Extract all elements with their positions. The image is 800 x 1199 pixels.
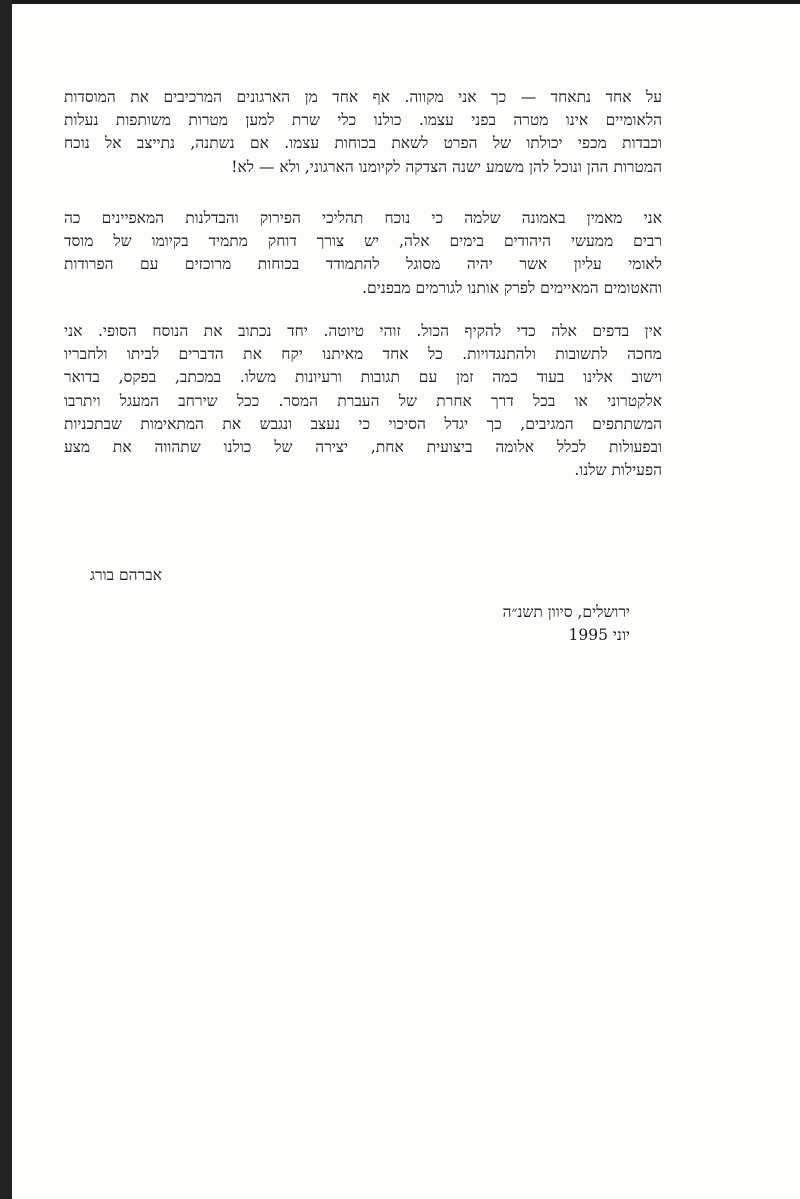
paragraph-line: וישוב אלינו בעוד כמה זמן עם תגובות ורעיונות משלו. במכתב, בפקס, בדואר	[64, 368, 662, 387]
paragraph-line: והאטומים המאיימים לפרק אותנו לגורמים מבפנים.	[362, 278, 662, 297]
paragraph-line: אלקטרוני או בכל דרך אחרת של העברת המסר. ככל שירחב המעגל ויתרבו	[64, 391, 662, 410]
paragraph-2	[64, 207, 662, 300]
scan-edge	[0, 0, 12, 1199]
paragraph-line: ובפעולות לכלל אלומה ביצועית אחת, יצירה של כולנו שתהווה את מצע	[64, 437, 662, 456]
paragraph-line: אני מאמין באמונה שלמה כי נוכח תהליכי הפירוק והבדלנות המאפיינים כה	[64, 209, 662, 227]
paragraph-3	[64, 320, 662, 482]
paragraph-line: המטרות ההן ונוכל להן משמע ישנה הצדקה לקיומנו הארגוני, ולא — לא!	[231, 157, 662, 176]
paragraph-line: רבים ממעשי היהודים בימים אלה, יש צורך דוחק מתמיד בקיומו של מוסד	[64, 232, 662, 251]
paragraph-line: לאומי עליון אשר יהיה מסוגל להתמודד בכוחות מרוכזים עם הפרודות	[64, 255, 662, 274]
place-hebrew-date: ירושלים, סיוון תשנ״ה	[502, 603, 630, 621]
paragraph-line: וכבדות מכפי יכולתו של הפרט לשאת בכוחות עצמו. אם נשתנה, נתייצב אל נוכח	[64, 134, 662, 153]
paragraph-line: מחכה לתשובות ולהתנגדויות. כל אחד מאיתנו יקח את הדברים לביתו ולחבריו	[64, 345, 662, 364]
place-date-block	[503, 601, 630, 647]
paragraph-line: אין בדפים אלה כדי להקיף הכול. זוהי טיוטה. יחד נכתוב את הנוסח הסופי. אני	[64, 322, 662, 340]
paragraph-line: המשתתפים המגיבים, כך יגדל הסיכוי כי נעצב ונגבש את המתאימות שבתכניות	[64, 414, 662, 433]
gregorian-date: יוני 1995	[568, 626, 630, 644]
author-signature: אברהם בורג	[89, 566, 162, 584]
paragraph-line: הלאומיים אינו מטרה בפני עצמו. כולנו כלי שרת למען מטרות משותפות נעלות	[64, 111, 662, 130]
paragraph-line: על אחד נתאחד — כך אני מקווה. אף אחד מן הארגונים המרכיבים את המוסדות	[64, 88, 662, 106]
document-page	[12, 4, 800, 1199]
paragraph-line: הפעילות שלנו.	[574, 461, 662, 480]
paragraph-1	[64, 86, 662, 179]
